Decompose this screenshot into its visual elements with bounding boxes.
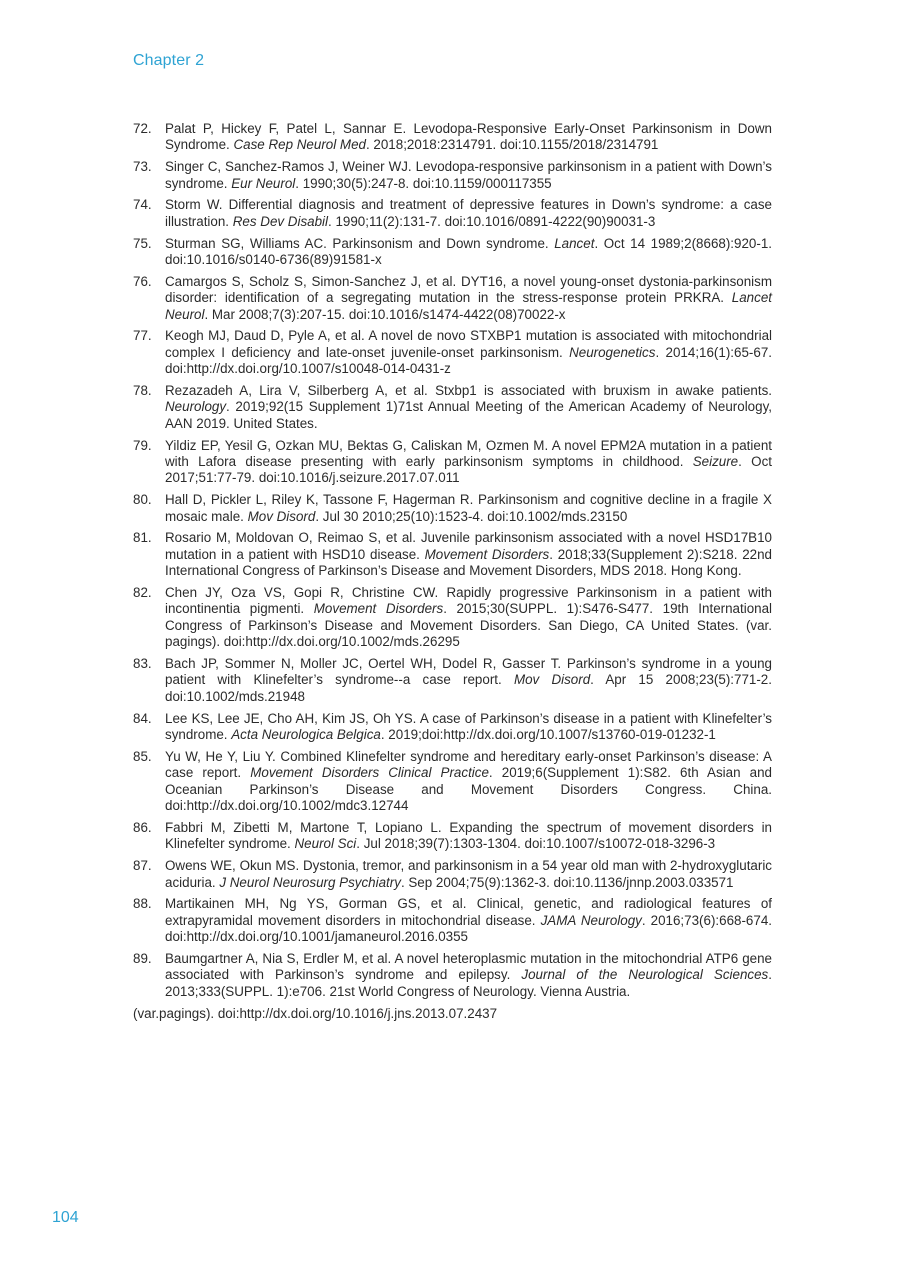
journal-title: Movement Disorders bbox=[424, 546, 550, 562]
reference-item bbox=[133, 711, 772, 744]
reference-text: Martikainen MH, Ng YS, Gorman GS, et al. Clinical, genetic, and radiological features of extrapyramidal movement disorders in mitochondrial disease. JAMA Neurology. 2016;73(6):668-674. doi:http://dx.doi.org/10.1001/jamaneurol.2016.0355 bbox=[165, 896, 772, 945]
reference-number: 81. bbox=[133, 530, 152, 546]
page-number: 104 bbox=[52, 1209, 79, 1226]
reference-text: Owens WE, Okun MS. Dystonia, tremor, and parkinsonism in a 54 year old man with 2-hydroxyglutaric aciduria. J Neurol Neurosurg Psychiatry. Sep 2004;75(9):1362-3. doi:10.1136/jnnp.2003.033571 bbox=[165, 858, 772, 890]
reference-item bbox=[133, 820, 772, 853]
reference-text: Palat P, Hickey F, Patel L, Sannar E. Levodopa-Responsive Early-Onset Parkinsonism in Down Syndrome. Case Rep Neurol Med. 2018;2018:2314791. doi:10.1155/2018/2314791 bbox=[165, 121, 772, 153]
reference-item bbox=[133, 585, 772, 651]
reference-number: 72. bbox=[133, 121, 152, 136]
journal-title: Neurol Sci bbox=[294, 836, 357, 852]
reference-number: 87. bbox=[133, 858, 152, 874]
journal-title: Movement Disorders bbox=[313, 601, 444, 617]
reference-text: Baumgartner A, Nia S, Erdler M, et al. A novel heteroplasmic mutation in the mitochondrial ATP6 gene associated with Parkinson’s syndrome and epilepsy. Journal of the Neurological Sciences. 2013;333(SUPPL. 1):e706. 21st World Congress of Neurology. Vienna Austria. bbox=[165, 950, 772, 999]
journal-title: JAMA Neurology bbox=[540, 912, 642, 928]
reference-item bbox=[133, 438, 772, 487]
reference-text: Yildiz EP, Yesil G, Ozkan MU, Bektas G, Caliskan M, Ozmen M. A novel EPM2A mutation in a patient with Lafora disease presenting with early parkinsonism symptoms in childhood. Seizure. Oct 2017;51:77-79. doi:10.1016/j.seizure.2017.07.011 bbox=[165, 437, 772, 486]
reference-item bbox=[133, 159, 772, 192]
reference-item bbox=[133, 121, 772, 154]
reference-number: 79. bbox=[133, 437, 152, 453]
journal-title: Lancet Neurol bbox=[165, 290, 772, 322]
journal-title: Journal of the Neurological Sciences bbox=[521, 967, 769, 983]
reference-number: 75. bbox=[133, 235, 152, 251]
reference-item bbox=[133, 492, 772, 525]
reference-text: Camargos S, Scholz S, Simon-Sanchez J, et al. DYT16, a novel young-onset dystonia-parkinsonism disorder: identification of a segregating mutation in the stress-response protein PRKRA. Lancet Neurol. Mar 2008;7(3):207-15. doi:10.1016/s1474-4422(08)70022-x bbox=[165, 273, 772, 322]
journal-title: Neurogenetics bbox=[569, 344, 656, 360]
reference-item bbox=[133, 656, 772, 705]
reference-item bbox=[133, 858, 772, 891]
reference-number: 89. bbox=[133, 950, 152, 966]
journal-title: Seizure bbox=[692, 454, 739, 470]
chapter-header: Chapter 2 bbox=[133, 52, 205, 69]
journal-title: Mov Disord bbox=[247, 508, 316, 524]
reference-text: Storm W. Differential diagnosis and treatment of depressive features in Down’s syndrome: a case illustration. Res Dev Disabil. 1990;11(2):131-7. doi:10.1016/0891-4222(90)90031-3 bbox=[165, 197, 772, 229]
reference-text: Fabbri M, Zibetti M, Martone T, Lopiano L. Expanding the spectrum of movement disorders in Klinefelter syndrome. Neurol Sci. Jul 2018;39(7):1303-1304. doi:10.1007/s10072-018-3296-3 bbox=[165, 819, 772, 852]
reference-number: 74. bbox=[133, 197, 152, 213]
journal-title: Acta Neurologica Belgica bbox=[231, 727, 381, 743]
reference-text: Rosario M, Moldovan O, Reimao S, et al. Juvenile parkinsonism associated with a novel HSD17B10 mutation in a patient with HSD10 disease. Movement Disorders. 2018;33(Supplement 2):S218. 22nd International Congress of Parkinson’s Disease and Movement Disorders, MDS 2018. Hong Kong. bbox=[165, 530, 772, 579]
reference-item bbox=[133, 530, 772, 579]
reference-number: 86. bbox=[133, 819, 152, 835]
reference-number: 73. bbox=[133, 159, 152, 175]
reference-list bbox=[133, 121, 772, 1022]
journal-title: Neurology bbox=[165, 399, 227, 415]
reference-item bbox=[133, 896, 772, 945]
reference-item bbox=[133, 236, 772, 269]
reference-trailing-text: (var.pagings). doi:http://dx.doi.org/10.1016/j.jns.2013.07.2437 bbox=[133, 1005, 498, 1021]
reference-number: 83. bbox=[133, 656, 152, 672]
reference-text: Yu W, He Y, Liu Y. Combined Klinefelter syndrome and hereditary early-onset Parkinson’s disease: A case report. Movement Disorders Clinical Practice. 2019;6(Supplement 1):S82. 6th Asian and Oceanian Parkinson’s Disease and Movement Disorders Congress. China. doi:http://dx.doi.org/10.1002/mdc3.12744 bbox=[165, 748, 772, 814]
reference-text: Chen JY, Oza VS, Gopi R, Christine CW. Rapidly progressive Parkinsonism in a patient with incontinentia pigmenti. Movement Disorders. 2015;30(SUPPL. 1):S476-S477. 19th International Congress of Parkinson’s Disease and Movement Disorders. San Diego, CA United States. (var. pagings). doi:http://dx.doi.org/10.1002/mds.26295 bbox=[165, 585, 773, 650]
journal-title: Eur Neurol bbox=[231, 175, 296, 191]
reference-number: 77. bbox=[133, 328, 152, 344]
reference-number: 78. bbox=[133, 383, 152, 399]
journal-title: Case Rep Neurol Med bbox=[233, 137, 366, 153]
reference-number: 84. bbox=[133, 710, 152, 726]
reference-text: Singer C, Sanchez-Ramos J, Weiner WJ. Levodopa-responsive parkinsonism in a patient with Down’s syndrome. Eur Neurol. 1990;30(5):247-8. doi:10.1159/000117355 bbox=[165, 159, 772, 191]
reference-item bbox=[133, 328, 772, 377]
reference-text: Hall D, Pickler L, Riley K, Tassone F, Hagerman R. Parkinsonism and cognitive decline in a fragile X mosaic male. Mov Disord. Jul 30 2010;25(10):1523-4. doi:10.1002/mds.23150 bbox=[165, 492, 772, 524]
journal-title: Mov Disord bbox=[513, 672, 591, 688]
reference-number: 76. bbox=[133, 273, 152, 289]
reference-item bbox=[133, 951, 772, 1000]
reference-number: 82. bbox=[133, 585, 152, 601]
reference-text: Sturman SG, Williams AC. Parkinsonism and Down syndrome. Lancet. Oct 14 1989;2(8668):920-1. doi:10.1016/s0140-6736(89)91581-x bbox=[165, 235, 772, 268]
reference-item bbox=[133, 197, 772, 230]
journal-title: Res Dev Disabil bbox=[232, 213, 328, 229]
reference-item bbox=[133, 274, 772, 323]
journal-title: J Neurol Neurosurg Psychiatry bbox=[219, 874, 401, 890]
reference-number: 85. bbox=[133, 748, 152, 764]
reference-item bbox=[133, 749, 772, 815]
reference-item bbox=[133, 383, 772, 432]
reference-number: 88. bbox=[133, 896, 152, 912]
reference-text: Bach JP, Sommer N, Moller JC, Oertel WH, Dodel R, Gasser T. Parkinson’s syndrome in a young patient with Klinefelter’s syndrome--a case report. Mov Disord. Apr 15 2008;23(5):771-2. doi:10.1002/mds.21948 bbox=[165, 656, 772, 704]
journal-title: Movement Disorders Clinical Practice bbox=[250, 765, 489, 781]
journal-title: Lancet bbox=[554, 235, 595, 251]
reference-text: Keogh MJ, Daud D, Pyle A, et al. A novel de novo STXBP1 mutation is associated with mitochondrial complex I deficiency and late-onset juvenile-onset parkinsonism. Neurogenetics. 2014;16(1):65-67. doi:http://dx.doi.org/10.1007/s10048-014-0431-z bbox=[165, 328, 772, 377]
reference-text: Rezazadeh A, Lira V, Silberberg A, et al. Stxbp1 is associated with bruxism in awake patients. Neurology. 2019;92(15 Supplement 1)71st Annual Meeting of the American Academy of Neurology, AAN 2019. United States. bbox=[165, 383, 772, 431]
reference-text: Lee KS, Lee JE, Cho AH, Kim JS, Oh YS. A case of Parkinson’s disease in a patient with Klinefelter’s syndrome. Acta Neurologica Belgica. 2019;doi:http://dx.doi.org/10.1007/s13760-019-01232-1 bbox=[165, 710, 772, 743]
reference-number: 80. bbox=[133, 492, 152, 508]
